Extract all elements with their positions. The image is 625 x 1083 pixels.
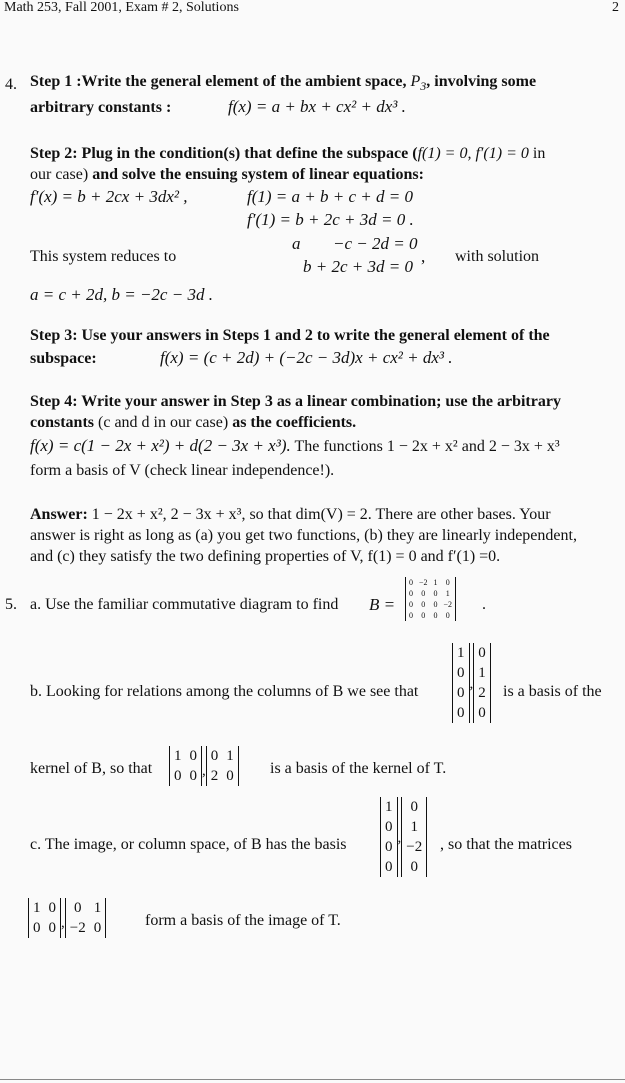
matrix-B-cell: 0 xyxy=(409,589,413,598)
solution-formula: a = c + 2d, b = −2c − 3d . xyxy=(30,285,213,304)
kernel-tail: is a basis of the kernel of T. xyxy=(270,760,447,777)
page-header-title: Math 253, Fall 2001, Exam # 2, Solutions xyxy=(4,0,239,15)
answer-line3: and (c) they satisfy the two defining properties of V, f(1) = 0 and f′(1) =0. xyxy=(30,548,501,565)
reduces-text: This system reduces to xyxy=(30,248,177,265)
image-vector-2-cell: −2 xyxy=(406,839,423,855)
matrix-B-cell: 0 xyxy=(421,589,426,598)
kernel-vector-2-cell: 2 xyxy=(478,685,486,701)
kernel-vector-1-cell: 0 xyxy=(457,705,465,721)
kernel-matrix-1-cell: 0 xyxy=(189,748,197,764)
step1-line2: arbitrary constants : xyxy=(30,99,172,116)
image-matrix-2-cell: 0 xyxy=(93,920,102,936)
problem-5-number: 5. xyxy=(5,596,17,613)
image-tail: form a basis of the image of T. xyxy=(145,912,341,929)
image-vector-1-cell: 1 xyxy=(385,799,393,815)
kernel-matrix-1-cell: 0 xyxy=(174,768,182,784)
part-a-text: a. Use the familiar commutative diagram to find xyxy=(30,596,339,613)
image-vector-1-cell: 0 xyxy=(385,819,393,835)
step3-title: Step 3: Use your answers in Steps 1 and 2 to write the general element of the xyxy=(30,327,550,344)
part-b-tail: is a basis of the xyxy=(503,683,602,700)
image-vector-2-cell: 0 xyxy=(410,799,418,815)
kernel-matrix-2-cell: 2 xyxy=(210,768,219,784)
image-matrix-1-cell: 0 xyxy=(48,920,56,936)
step4-formula-line: f(x) = c(1 − 2x + x²) + d(2 − 3x + x³). The functions 1 − 2x + x² and 2 − 3x + x³ xyxy=(30,436,560,455)
kernel-vector-1-cell: 0 xyxy=(457,685,465,701)
kernel-vector-2-cell: 0 xyxy=(478,645,486,661)
answer-line1: Answer: 1 − 2x + x², 2 − 3x + x³, so that dim(V) = 2. There are other bases. Your xyxy=(30,506,551,523)
part-c-tail: , so that the matrices xyxy=(440,836,572,853)
system-eq-2: b + 2c + 3d = 0 xyxy=(303,257,413,276)
image-vector-2-cell: 0 xyxy=(410,859,418,875)
equation-1: f(1) = a + b + c + d = 0 xyxy=(247,187,413,206)
step3-sub: subspace: xyxy=(30,350,97,367)
matrix-B-cell: 1 xyxy=(445,589,450,598)
derivative-formula: f′(x) = b + 2cx + 3dx² , xyxy=(30,187,188,206)
kernel-vector-2-cell: 0 xyxy=(478,705,486,721)
matrix-B-cell: 0 xyxy=(421,600,426,609)
matrix-B-cell: 0 xyxy=(409,600,413,609)
step2-line2: our case) and solve the ensuing system of linear equations: xyxy=(30,166,424,183)
kernel-vector-1-cell: 0 xyxy=(457,665,465,681)
image-matrix-1-cell: 0 xyxy=(48,900,56,916)
matrix-B xyxy=(405,577,456,621)
kernel-matrices: 1 0 0 0 , 0 1 2 0 xyxy=(169,746,239,786)
matrix-B-period: . xyxy=(482,596,486,613)
step2-title: Step 2: Plug in the condition(s) that define the subspace (f(1) = 0, f′(1) = 0 in xyxy=(30,145,546,162)
part-c-text: c. The image, or column space, of B has the basis xyxy=(30,836,347,853)
kernel-matrix-2-cell: 0 xyxy=(226,768,234,784)
step1-formula: f(x) = a + bx + cx² + dx³ . xyxy=(228,97,406,116)
kernel-matrix-1-cell: 0 xyxy=(189,768,197,784)
matrix-B-label: B = xyxy=(369,595,396,614)
system-eq-1: −c − 2d = 0 xyxy=(333,234,418,253)
image-vector-2-cell: 1 xyxy=(410,819,418,835)
image-matrix-1-cell: 1 xyxy=(33,900,41,916)
step4-line4: form a basis of V (check linear independence!). xyxy=(30,462,335,479)
image-vector-1-cell: 0 xyxy=(385,859,393,875)
page-number: 2 xyxy=(612,0,619,15)
image-matrix-2-cell: −2 xyxy=(69,920,86,936)
matrix-B-cell: 0 xyxy=(433,589,438,598)
system-comma: , xyxy=(421,247,426,266)
image-vector-1-cell: 0 xyxy=(385,839,393,855)
matrix-B-cell: 0 xyxy=(433,600,438,609)
image-matrix-2-cell: 1 xyxy=(93,900,102,916)
matrix-B-cell: −2 xyxy=(419,578,428,587)
step1-title: Step 1 :Write the general element of the ambient space, $P_3$, involving some xyxy=(30,73,537,94)
image-matrix-2-cell: 0 xyxy=(73,900,82,916)
image-matrix-1-cell: 0 xyxy=(33,920,41,936)
kernel-matrix-2-cell: 0 xyxy=(210,748,219,764)
system-a: a xyxy=(292,234,301,253)
step4-line2: constants (c and d in our case) as the coefficients. xyxy=(30,414,357,431)
step3-formula: f(x) = (c + 2d) + (−2c − 3d)x + cx² + dx³ . xyxy=(160,348,453,367)
image-basis-vectors: 1 0 0 0 , 0 1 −2 0 xyxy=(380,797,427,877)
matrix-B-cell: 0 xyxy=(433,611,438,620)
image-matrices: 1 0 0 0 , 0 1 −2 0 xyxy=(28,898,106,938)
answer-line2: answer is right as long as (a) you get two functions, (b) they are linearly independent, xyxy=(30,527,577,544)
step4-title: Step 4: Write your answer in Step 3 as a linear combination; use the arbitrary xyxy=(30,393,561,410)
bottom-rule xyxy=(0,1079,625,1080)
matrix-B-cell: 0 xyxy=(409,578,413,587)
with-solution-text: with solution xyxy=(455,248,540,265)
kernel-vector-1-cell: 1 xyxy=(457,645,465,661)
matrix-B-cell: 0 xyxy=(421,611,426,620)
kernel-matrix-2-cell: 1 xyxy=(226,748,234,764)
matrix-B-cell: −2 xyxy=(443,600,453,609)
problem-4-number: 4. xyxy=(5,76,17,93)
matrix-B-cell: 1 xyxy=(433,578,438,587)
kernel-matrix-1-cell: 1 xyxy=(174,748,182,764)
kernel-vector-2-cell: 1 xyxy=(478,665,486,681)
matrix-B-cell: 0 xyxy=(445,578,450,587)
matrix-B-cell: 0 xyxy=(445,611,450,620)
part-b-text: b. Looking for relations among the columns of B we see that xyxy=(30,683,419,700)
matrix-B-cell: 0 xyxy=(409,611,413,620)
kernel-text: kernel of B, so that xyxy=(30,760,153,777)
kernel-basis-vectors: 1 0 0 0 , 0 1 2 0 xyxy=(452,643,491,723)
equation-2: f′(1) = b + 2c + 3d = 0 . xyxy=(247,210,414,229)
